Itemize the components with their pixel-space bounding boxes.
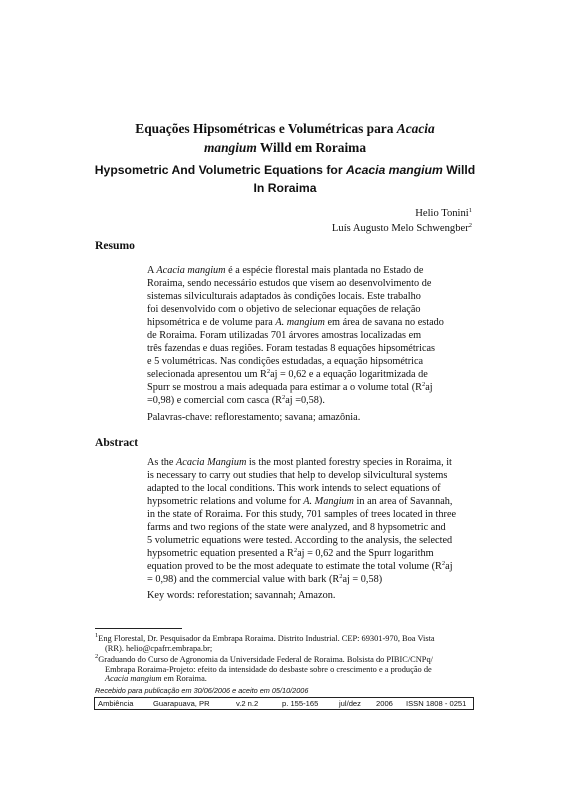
resumo-line: selecionada apresentou um $R^2aj = 0,62$ e a equação logaritmizada de	[147, 368, 428, 380]
received-date: Recebido para publicação em 30/06/2006 e aceito em 05/10/2006	[95, 686, 309, 695]
footnote-1-line1: Eng Florestal, Dr. Pesquisador da Embrapa Roraima. Distrito Industrial. CEP: 69301-970, Boa Vista	[98, 634, 435, 643]
abstract-keywords: Key words: reforestation; savannah; Amazon.	[147, 590, 336, 601]
resumo-line: =0,98) e comercial com casca $(R^2aj =0,58)$.	[147, 394, 325, 406]
abstract-line: hypsometric relations and volume for A. Mangium in an area of Savannah,	[147, 496, 453, 507]
footnote-2-italic: Acacia mangium	[105, 674, 162, 684]
abstract-line: in the state of Roraima. For this study, 701 samples of trees located in three	[147, 509, 457, 520]
footnote-1	[95, 634, 475, 653]
resumo-line: três fazendas e duas regiões. Foram testadas 8 equações hipsométricas	[147, 343, 436, 354]
author-1-mark: 1	[468, 207, 472, 214]
title-portuguese	[95, 119, 475, 157]
abstract-line: adapted to the local conditions. This work intends to select equations of	[147, 483, 441, 494]
journal-name: Ambiência	[98, 699, 134, 708]
footnote-divider	[95, 628, 182, 629]
resumo-line: A Acacia mangium é a espécie florestal mais plantada no Estado de	[147, 265, 424, 276]
footnote-1-mark: 1	[95, 632, 99, 639]
author-1	[415, 207, 472, 221]
resumo-line: hipsométrica e de volume para A. mangium em área de savana no estado	[147, 317, 444, 328]
footnote-2-line3-post: em Roraima.	[161, 674, 207, 684]
title-en-text: Hypsometric And Volumetric Equations for	[94, 163, 346, 177]
resumo-line: foi desenvolvido com o objetivo de selecionar equações de relação	[147, 304, 421, 315]
footnote-2-line1: Graduando do Curso de Agronomia da Universidade Federal de Roraima. Bolsista do PIBIC/CNPq/	[98, 655, 433, 664]
resumo-keywords: Palavras-chave: reflorestamento; savana; amazônia.	[147, 412, 361, 423]
journal-date: jul/dez	[339, 699, 361, 708]
abstract-body	[147, 456, 472, 586]
resumo-line: e 5 volumétricas. Nas condições estudadas, a equação hipsométrica	[147, 356, 424, 367]
footnote-2-line3	[95, 674, 475, 684]
footnote-2	[95, 655, 475, 684]
abstract-line: As the Acacia Mangium is the most planted forestry species in Roraima, it	[147, 457, 452, 468]
journal-volume: v.2 n.2	[236, 699, 259, 708]
title-pt-italic: Acacia	[396, 121, 435, 136]
title-pt-text: Equações Hipsométricas e Volumétricas para	[135, 121, 397, 136]
abstract-line: equation proved to be the most adequate to estimate the total volume ($R^2aj$	[147, 560, 453, 572]
title-en-text-post: Willd	[442, 163, 476, 177]
abstract-line: hypsometric equation presented a $R^2aj = 0,62$ and the Spurr logarithm	[147, 547, 434, 559]
abstract-line: = 0,98) and the commercial value with bark $(R^2aj = 0,58)$	[147, 573, 383, 585]
journal-pages: p. 155-165	[282, 699, 319, 708]
journal-year: 2006	[376, 699, 393, 708]
title-pt-italic-2: mangium	[203, 140, 257, 155]
title-pt-text-2: Willd em Roraima	[256, 140, 367, 155]
footnote-2-line2: Embrapa Roraima-Projeto: efeito da intensidade do desbaste sobre o crescimento e a produção de	[105, 664, 432, 674]
author-2-name: Luís Augusto Melo Schwengber	[331, 223, 469, 234]
journal-bar	[94, 697, 474, 710]
resumo-heading: Resumo	[95, 239, 135, 252]
abstract-line: 5 volumetric equations were tested. According to the analysis, the selected	[147, 535, 453, 546]
author-2-mark: 2	[468, 222, 472, 229]
journal-issn: ISSN 1808 - 0251	[406, 699, 467, 708]
abstract-line: is necessary to carry out studies that help to develop silvicultural systems	[147, 470, 448, 481]
title-en-line2: In Roraima	[253, 181, 317, 195]
title-english	[80, 161, 490, 197]
resumo-line: sistemas silviculturais adaptados às condições locais. Este trabalho	[147, 291, 421, 302]
title-en-italic: Acacia mangium	[345, 163, 443, 177]
footnote-1-line2: (RR). helio@cpafrr.embrapa.br;	[105, 643, 213, 653]
abstract-line: farms and two regions of the state were analyzed, and 8 hypsometric and	[147, 522, 446, 533]
resumo-line: de Roraima. Foram utilizadas 701 árvores amostras localizadas em	[147, 330, 422, 341]
resumo-line: Roraima, sendo necessário estudos que visem ao desenvolvimento de	[147, 278, 432, 289]
journal-city: Guarapuava, PR	[153, 699, 210, 708]
abstract-heading: Abstract	[95, 436, 139, 449]
resumo-line: Spurr se mostrou a mais adequada para estimar a o volume total ($R^2aj$	[147, 381, 433, 393]
author-1-name: Helio Tonini	[415, 208, 469, 219]
resumo-body	[147, 264, 472, 407]
author-2	[332, 222, 472, 236]
footnote-2-mark: 2	[95, 653, 99, 660]
